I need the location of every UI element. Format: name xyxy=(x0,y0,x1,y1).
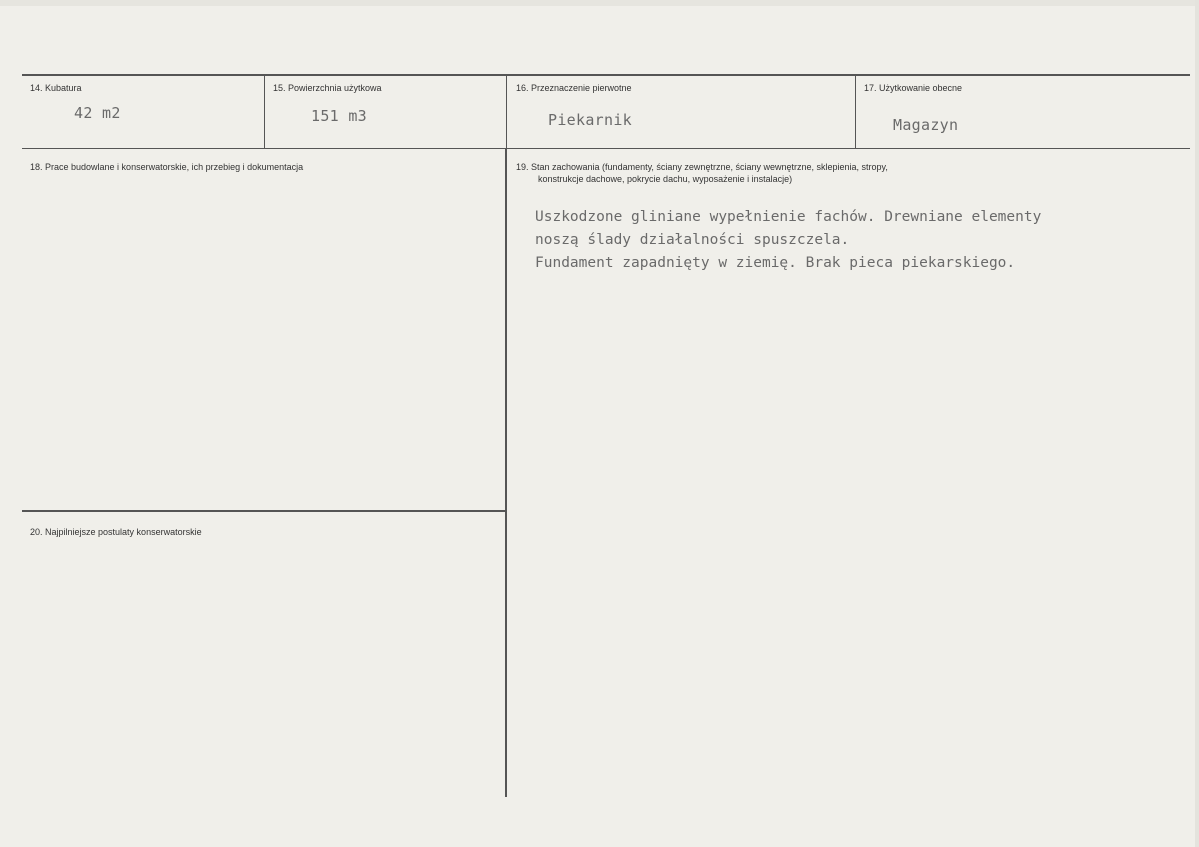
field-15-label: 15. Powierzchnia użytkowa xyxy=(273,83,382,93)
section18-bottom-rule xyxy=(22,510,506,512)
field-19-line: Fundament zapadnięty w ziemię. Brak pieca piekarskiego. xyxy=(535,255,1016,271)
field-17-value: Magazyn xyxy=(893,116,959,134)
field-19-line: noszą ślady działalności spuszczela. xyxy=(535,232,850,248)
field-16-value: Piekarnik xyxy=(548,111,632,129)
field-14-value: 42 m2 xyxy=(74,104,121,122)
divider-15-16 xyxy=(506,75,507,149)
field-18-label: 18. Prace budowlane i konserwatorskie, ich przebieg i dokumentacja xyxy=(30,162,304,172)
field-19-label-line1: 19. Stan zachowania (fundamenty, ściany zewnętrzne, ściany wewnętrzne, sklepienia, stropy, xyxy=(516,162,888,172)
field-19-label-line2: konstrukcje dachowe, pokrycie dachu, wyposażenie i instalacje) xyxy=(538,174,793,184)
field-16-label: 16. Przeznaczenie pierwotne xyxy=(516,83,632,93)
card-right-edge xyxy=(1195,0,1199,847)
divider-main xyxy=(505,149,507,797)
divider-14-15 xyxy=(264,75,265,149)
field-19-text xyxy=(535,206,1041,275)
divider-16-17 xyxy=(855,75,856,149)
row1-bottom-rule xyxy=(22,148,1190,149)
field-14-label: 14. Kubatura xyxy=(30,83,82,93)
field-15-value: 151 m3 xyxy=(311,107,367,125)
field-17-label: 17. Użytkowanie obecne xyxy=(864,83,963,93)
top-rule xyxy=(22,74,1190,76)
field-19-line: Uszkodzone gliniane wypełnienie fachów. Drewniane elementy xyxy=(535,209,1042,225)
field-20-label: 20. Najpilniejsze postulaty konserwatorskie xyxy=(30,527,202,537)
card-top-edge xyxy=(0,0,1199,6)
